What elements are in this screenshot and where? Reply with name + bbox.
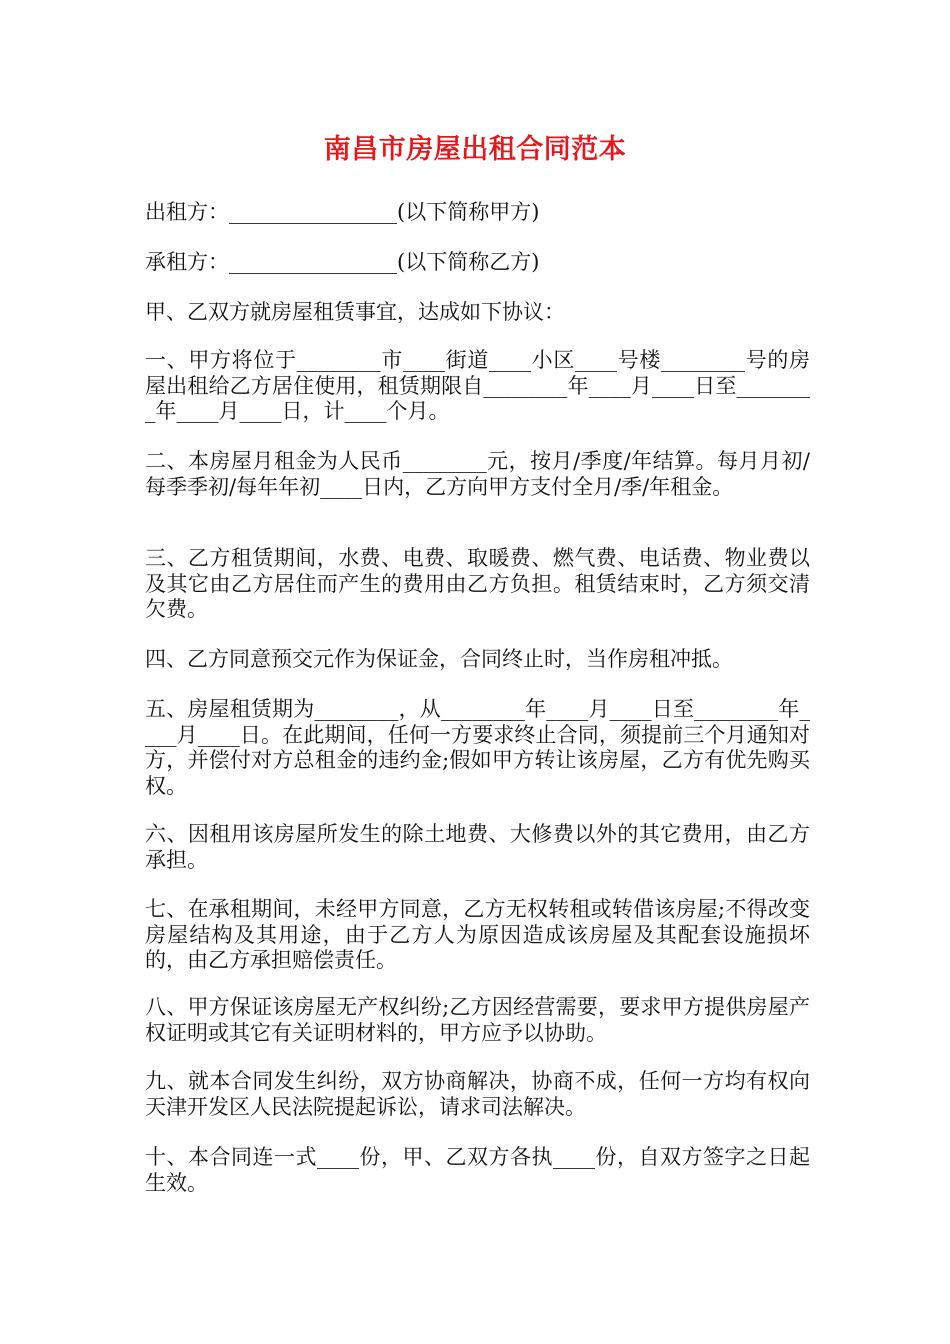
clause-5: 五、房屋租赁期为________，从________年____月____日至________年____月____日。在此期间，任何一方要求终止合同，须提前三个月通知对方，并偿付对方总租金的违约金;假如甲方转让该房屋，乙方有优先购买权。 bbox=[145, 697, 810, 798]
clause-9: 九、就本合同发生纠纷，双方协商解决，协商不成，任何一方均有权向天津开发区人民法院提起诉讼，请求司法解决。 bbox=[145, 1069, 810, 1119]
lessee-line: 承租方：________________(以下简称乙方) bbox=[145, 250, 540, 274]
clause-8: 八、甲方保证该房屋无产权纠纷;乙方因经营需要，要求甲方提供房屋产权证明或其它有关证明材料的，甲方应予以协助。 bbox=[145, 995, 810, 1045]
clause-1: 一、甲方将位于________市____街道____小区____号楼________号的房屋出租给乙方居住使用，租赁期限自________年____月____日至________年____月____日，计____个月。 bbox=[145, 348, 810, 423]
clause-7: 七、在承租期间，未经甲方同意，乙方无权转租或转借该房屋;不得改变房屋结构及其用途，由于乙方人为原因造成该房屋及其配套设施损坏的，由乙方承担赔偿责任。 bbox=[145, 897, 810, 972]
clause-3: 三、乙方租赁期间，水费、电费、取暖费、燃气费、电话费、物业费以及其它由乙方居住而产生的费用由乙方负担。租赁结束时，乙方须交清欠费。 bbox=[145, 546, 810, 621]
lessor-line: 出租方：________________(以下简称甲方) bbox=[145, 200, 540, 224]
document-title: 南昌市房屋出租合同范本 bbox=[323, 134, 627, 165]
clause-10: 十、本合同连一式____份，甲、乙双方各执____份，自双方签字之日起生效。 bbox=[145, 1145, 810, 1195]
clause-6: 六、因租用该房屋所发生的除土地费、大修费以外的其它费用，由乙方承担。 bbox=[145, 822, 810, 872]
agreement-intro: 甲、乙双方就房屋租赁事宜，达成如下协议： bbox=[145, 300, 565, 324]
clause-2: 二、本房屋月租金为人民币________元，按月/季度/年结算。每月月初/每季季初/每年年初____日内，乙方向甲方支付全月/季/年租金。 bbox=[145, 449, 810, 499]
clause-4: 四、乙方同意预交元作为保证金，合同终止时，当作房租冲抵。 bbox=[145, 647, 733, 671]
